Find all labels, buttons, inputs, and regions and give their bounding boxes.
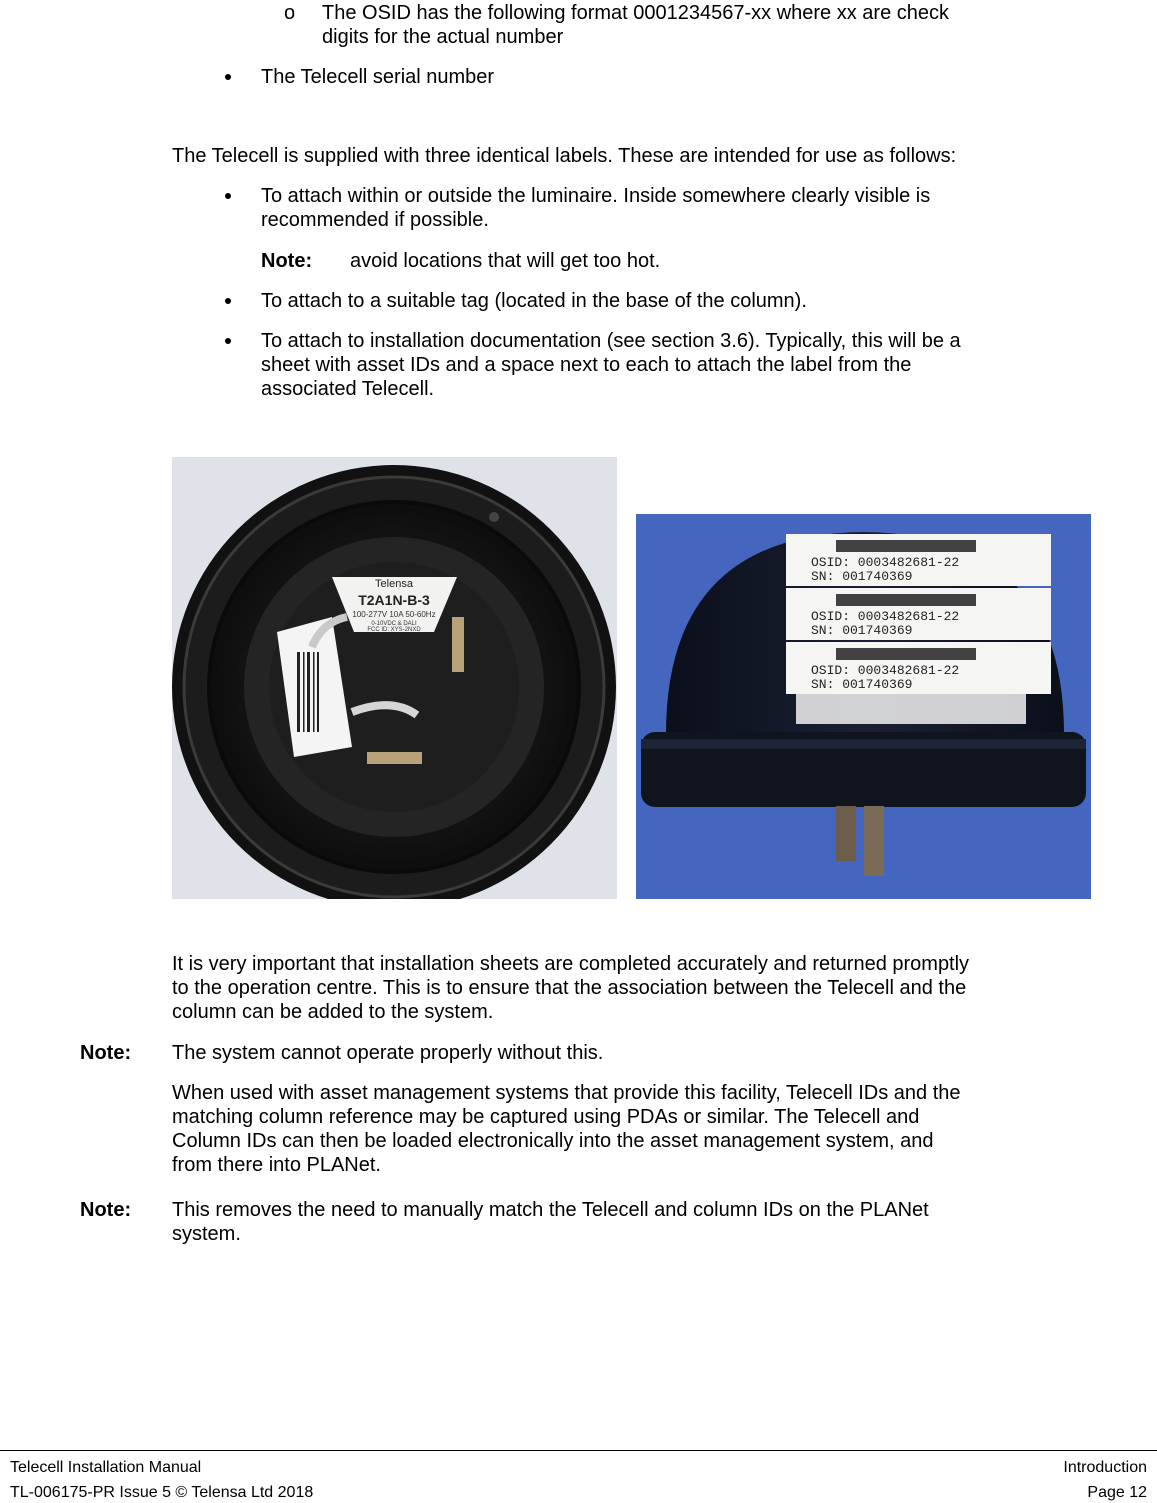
label-use-1-line1: To attach within or outside the luminaire. Inside somewhere clearly visible is [261, 185, 931, 207]
asset-para-line4: from there into PLANet. [172, 1154, 381, 1176]
telecell-side-illustration [636, 514, 1091, 899]
photo-fcc: FCC ID: XYS-2NXD [367, 627, 421, 633]
labels-intro: The Telecell is supplied with three identical labels. These are intended for use as follows: [172, 145, 957, 167]
osid-format-line2: digits for the actual number [322, 26, 564, 48]
label-use-3-line3: associated Telecell. [261, 378, 435, 400]
bullet-dot [225, 193, 231, 199]
telecell-underside-illustration [172, 457, 617, 899]
note1-text: The system cannot operate properly without this. [172, 1042, 604, 1064]
bullet-dot [225, 338, 231, 344]
bullet-dot [225, 298, 231, 304]
footer-section: Introduction [1063, 1459, 1147, 1476]
important-para-line1: It is very important that installation sheets are completed accurately and returned promptly [172, 953, 970, 975]
label1-osid: OSID: 0003482681-22 [811, 555, 960, 570]
note2-label: Note: [80, 1199, 132, 1221]
footer-divider [0, 1450, 1157, 1451]
photo-rating: 100-277V 10A 50-60Hz [352, 610, 436, 619]
label-stack [786, 534, 1051, 694]
note1-label: Note: [80, 1042, 132, 1064]
photo-model: T2A1N-B-3 [358, 592, 430, 608]
footer-doc-ref: TL-006175-PR Issue 5 © Telensa Ltd 2018 [10, 1484, 314, 1501]
asset-para-line1: When used with asset management systems that provide this facility, Telecell IDs and the [172, 1082, 961, 1104]
footer-doc-title: Telecell Installation Manual [10, 1459, 202, 1476]
important-para-line3: column can be added to the system. [172, 1001, 494, 1023]
label2-sn: SN: 001740369 [811, 623, 913, 638]
photo-brand: Telensa [375, 578, 413, 590]
asset-para-line3: Column IDs can then be loaded electronically into the asset management system, and [172, 1130, 934, 1152]
label-use-1-note-text: avoid locations that will get too hot. [350, 250, 661, 272]
label2-osid: OSID: 0003482681-22 [811, 609, 960, 624]
label-use-2: To attach to a suitable tag (located in the base of the column). [261, 290, 807, 312]
label-use-1-line2: recommended if possible. [261, 209, 489, 231]
label-use-3-line1: To attach to installation documentation (see section 3.6). Typically, this will be a [261, 330, 961, 352]
label-use-3-line2: sheet with asset IDs and a space next to each to attach the label from the [261, 354, 912, 376]
bullet-dot [225, 74, 231, 80]
serial-number-item: The Telecell serial number [261, 66, 495, 88]
label1-sn: SN: 001740369 [811, 569, 913, 584]
telecell-side-photo [636, 514, 1091, 899]
label3-osid: OSID: 0003482681-22 [811, 663, 960, 678]
telecell-underside-photo [172, 457, 617, 899]
label3-sn: SN: 001740369 [811, 677, 913, 692]
sub-bullet-marker: o [284, 2, 296, 24]
note2-text-line2: system. [172, 1223, 241, 1245]
photo-dim: 0-10VDC & DALI [371, 621, 417, 627]
label-use-1-note-label: Note: [261, 250, 313, 272]
important-para-line2: to the operation centre. This is to ensure that the association between the Telecell and the [172, 977, 967, 999]
asset-para-line2: matching column reference may be captured using PDAs or similar. The Telecell and [172, 1106, 920, 1128]
osid-format-line1: The OSID has the following format 0001234567-xx where xx are check [322, 2, 949, 24]
footer-page-number: Page 12 [1087, 1484, 1147, 1501]
note2-text-line1: This removes the need to manually match the Telecell and column IDs on the PLANet [172, 1199, 929, 1221]
